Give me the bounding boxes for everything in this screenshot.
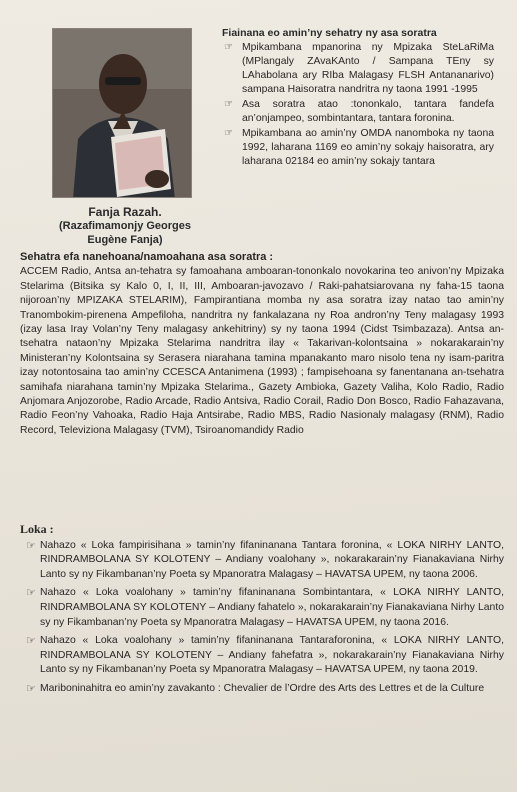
award-item	[20, 634, 504, 678]
literary-life-section	[222, 26, 494, 170]
literary-life-title: Fiainana eo amin’ny sehatry ny asa soratra	[222, 27, 437, 39]
awards-title: Loka :	[20, 522, 54, 536]
pointing-hand-icon: ☞	[26, 587, 36, 600]
pointing-hand-icon: ☞	[224, 128, 233, 139]
author-fullname-line2: Eugène Fanja)	[87, 234, 163, 246]
literary-life-text: Asa soratra atao :tononkalo, tantara fandefa an’onjampeo, sombintantara, tantara foronina.	[242, 99, 494, 124]
literary-life-item	[222, 41, 494, 97]
awards-section	[20, 522, 504, 701]
publication-venues-section	[20, 250, 504, 438]
literary-life-item	[222, 127, 494, 169]
award-item	[20, 682, 504, 697]
author-caption	[40, 205, 210, 247]
literary-life-text: Mpikambana ao amin’ny OMDA nanomboka ny taona 1992, laharana 1169 eo amin’ny sokajy haisoratra, ary laharana 02184 eo amin’ny sokajy tantara	[242, 128, 494, 167]
author-fullname-line1: (Razafimamonjy Georges	[58, 220, 192, 232]
pointing-hand-icon: ☞	[224, 42, 233, 53]
award-item	[20, 539, 504, 583]
pointing-hand-icon: ☞	[26, 539, 36, 552]
publication-venues-body: ACCEM Radio, Antsa an-tehatra sy famoahana amboaran-tononkalo novokarina teo anivon’ny Mpizaka Stelarima (Bitsika sy Kalo 0, I, II, III, Amboaran-javozavo / Raki-pahatsiarovana ny faha-15 taona nijoroan’ny MPIZAKA STELARIM), Fampirantiana momba ny asa soratra izay natao tao amin’ny Tranombokim-pirenena Ampefiloha, nandritra ny fankalazana ny Roa andron’ny Teny malagasy 1993 (izay lasa Iray Volan’ny Teny malagasy ankehitriny) sy ny taona 1994 (Cidst Tsimbazaza). Antsa an-tsehatra nataon’ny Mpizaka Stelarima nandritra ilay « Takarivan-kolontsaina » nokarakarain’ny Ministeran’ny Kolontsaina sy Serasera niarahana tamina mpanakanto maro nisolo tena ny isam-paritra izay notontosaina tao amin’ny CCESCA Antanimena (1993) ; fampisehoana sy fanentanana an-tsehatra samihafa niarahana tamin’ny Mpizaka Stelarima., Gazety Ambioka, Gazety Valiha, Kolo Radio, Radio Anjomara Anjozorobe, Radio Arcade, Radio Antsiva, Radio Corail, Radio Don Bosco, Radio Fahazavana, Radio Feon’ny Vahoaka, Radio Haja Antsirabe, Radio MBS, Radio Nasionaly malagasy (RNM), Radio Record, Televiziona Malagasy (TVM), Tsiroanomandidy Radio	[20, 266, 504, 436]
author-photo	[52, 28, 192, 198]
award-item	[20, 586, 504, 630]
award-text: Nahazo « Loka voalohany » tamin’ny fifaninanana Tantaraforonina, « LOKA NIRHY LANTO, RINDRAMBOLANA SY KOLOTENY – Andiany fahefatra », nokarakarain’ny Fianakaviana Nirhy Lanto sy ny Fikambanan’ny Poeta sy Mpanoratra Malagasy – HAVATSA UPEM, ny taona 2019.	[40, 635, 504, 676]
pointing-hand-icon: ☞	[224, 99, 233, 110]
author-name: Fanja Razah.	[88, 205, 162, 219]
pointing-hand-icon: ☞	[26, 635, 36, 648]
publication-venues-title: Sehatra efa nanehoana/namoahana asa soratra :	[20, 251, 274, 263]
literary-life-item	[222, 98, 494, 126]
award-text: Nahazo « Loka fampirisihana » tamin’ny fifaninanana Tantara foronina, « LOKA NIRHY LANTO, RINDRAMBOLANA SY KOLOTENY – Andiany voalohany », nokarakarain’ny Fianakaviana Nirhy Lanto sy ny Fikambanan’ny Poeta sy Mpanoratra Malagasy – HAVATSA UPEM, ny taona 2006.	[40, 539, 504, 580]
award-text: Mariboninahitra eo amin’ny zavakanto : Chevalier de l’Ordre des Arts des Lettres et de la Culture	[40, 682, 485, 694]
award-text: Nahazo « Loka voalohany » tamin’ny fifaninanana Sombintantara, « LOKA NIRHY LANTO, RINDRAMBOLANA SY KOLOTENY – Andiany fahatelo », nokarakarain’ny Fianakaviana Nirhy Lanto sy ny Fikambanan’ny Poeta sy Mpanoratra Malagasy – HAVATSA UPEM, ny taona 2016.	[40, 587, 504, 628]
pointing-hand-icon: ☞	[26, 682, 36, 695]
author-portrait-image	[53, 29, 192, 198]
literary-life-text: Mpikambana mpanorina ny Mpizaka SteLaRiMa (MPlangaly ZAvaKAnto / Sampana TEny sy LAhabolana ary RIba Malagasy FLSH Antananarivo) sampana Haisoratra nandritra ny taona 1991 -1995	[242, 42, 494, 95]
